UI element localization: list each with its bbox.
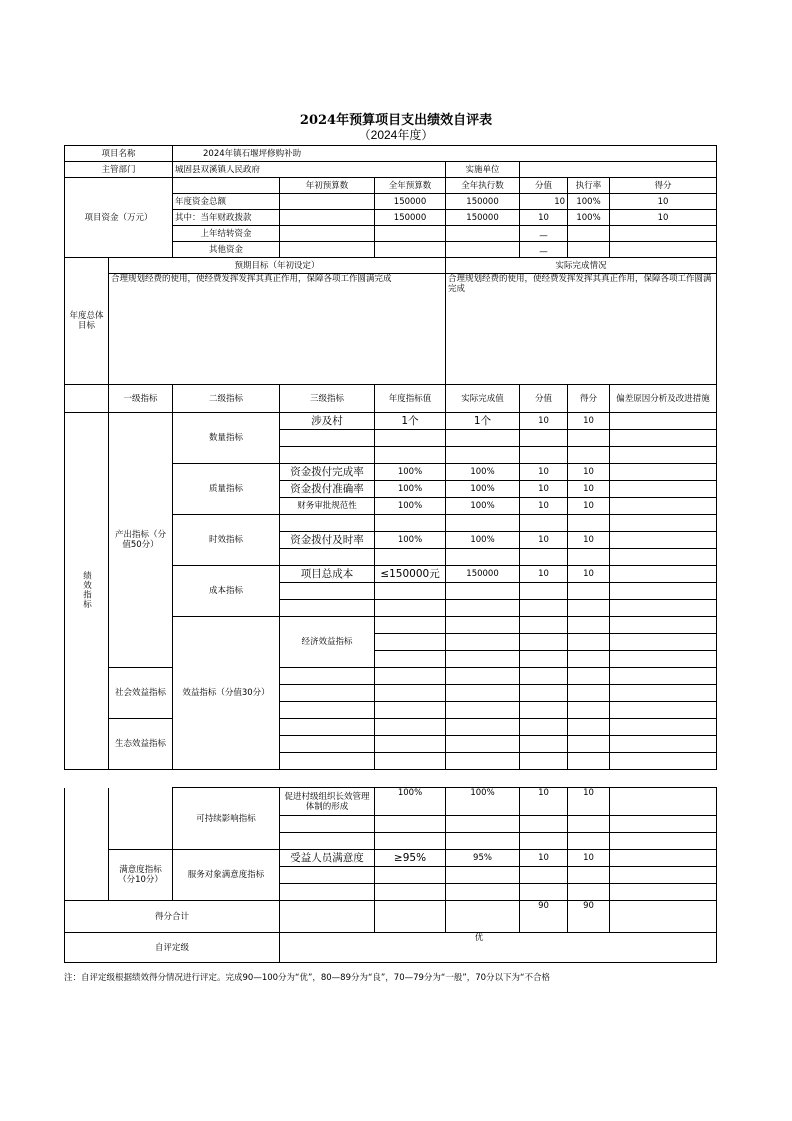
indicator-score-value: 10 xyxy=(520,481,568,498)
indicator-name: 促进村级组织长效管理体制的形成 xyxy=(280,788,375,816)
funds-corner xyxy=(173,178,280,194)
satisfaction-label: 满意度指标（分10分） xyxy=(109,850,173,901)
impl-unit-label: 实施单位 xyxy=(446,162,520,178)
indicator-name: 项目总成本 xyxy=(280,566,375,583)
funds-row-score: 10 xyxy=(610,194,717,210)
indicator-score-value: 10 xyxy=(520,498,568,515)
indicator-score: 10 xyxy=(568,532,610,549)
indicator-score: 10 xyxy=(568,788,610,816)
funds-row-rate: 100% xyxy=(568,194,610,210)
total-label: 得分合计 xyxy=(65,901,280,933)
indicator-deviation xyxy=(610,481,717,498)
funds-row-score xyxy=(610,242,717,258)
total-score: 90 xyxy=(568,901,610,933)
funds-row-executed: 150000 xyxy=(446,210,520,226)
indicator-name: 资金拨付准确率 xyxy=(280,481,375,498)
rating-label: 自评定级 xyxy=(65,933,280,963)
indicator-target: 100% xyxy=(375,464,446,481)
funds-row-annual: 150000 xyxy=(375,210,446,226)
quality-label: 质量指标 xyxy=(173,464,280,515)
indicator-deviation xyxy=(610,532,717,549)
funds-row-score: 10 xyxy=(610,210,717,226)
footnote: 注：自评定级根据绩效得分情况进行评定。完成90—100分为“优”，80—89分为“良”，70—79分为“一般”，70分以下为“不合格 xyxy=(64,973,550,983)
indicator-name: 涉及村 xyxy=(280,413,375,430)
indicator-header-deviation: 偏差原因分析及改进措施 xyxy=(610,385,717,413)
funds-header-score-value: 分值 xyxy=(520,178,568,194)
indicator-target: 100% xyxy=(375,532,446,549)
output-label: 产出指标（分值50分） xyxy=(109,413,173,668)
indicator-deviation xyxy=(610,566,717,583)
funds-row-name: 年度资金总额 xyxy=(173,194,280,210)
funds-row-name: 其中：当年财政拨款 xyxy=(173,210,280,226)
funds-header-initial: 年初预算数 xyxy=(280,178,375,194)
benefit-label-cont xyxy=(109,788,173,850)
indicator-score-value: 10 xyxy=(520,464,568,481)
project-name-label: 项目名称 xyxy=(65,146,173,162)
indicator-name: 财务审批规范性 xyxy=(280,498,375,515)
page-subtitle: （2024年度） xyxy=(358,128,434,142)
indicator-score-value: 10 xyxy=(520,788,568,816)
funds-row-score-value: 10 xyxy=(520,194,568,210)
indicator-target: 100% xyxy=(375,481,446,498)
indicator-target: ≥95% xyxy=(375,850,446,867)
goals-label: 年度总体目标 xyxy=(65,258,109,385)
funds-row-name: 其他资金 xyxy=(173,242,280,258)
funds-row-score-value: 10 xyxy=(520,210,568,226)
indicator-deviation xyxy=(610,850,717,867)
cost-label: 成本指标 xyxy=(173,566,280,617)
indicator-name: 资金拨付及时率 xyxy=(280,532,375,549)
indicator-score-value: 10 xyxy=(520,413,568,430)
funds-row-score xyxy=(610,226,717,242)
funds-row-rate: 100% xyxy=(568,210,610,226)
indicator-score: 10 xyxy=(568,464,610,481)
indicator-actual: 100% xyxy=(446,532,520,549)
indicator-score: 10 xyxy=(568,566,610,583)
indicator-actual: 1个 xyxy=(446,413,520,430)
indicator-target: ≤150000元 xyxy=(375,566,446,583)
indicator-header-score: 得分 xyxy=(568,385,610,413)
funds-row-rate xyxy=(568,242,610,258)
goals-expected-text: 合理规划经费的使用，使经费发挥发挥其真正作用，保障各项工作圆满完成 xyxy=(109,274,446,385)
funds-row-initial xyxy=(280,210,375,226)
indicator-name: 资金拨付完成率 xyxy=(280,464,375,481)
indicator-actual: 100% xyxy=(446,481,520,498)
social-label: 社会效益指标 xyxy=(109,668,173,719)
indicator-score: 10 xyxy=(568,481,610,498)
funds-row-executed xyxy=(446,242,520,258)
indicator-score-value: 10 xyxy=(520,850,568,867)
funds-row-annual xyxy=(375,242,446,258)
goals-actual-header: 实际完成情况 xyxy=(446,258,717,274)
indicator-deviation xyxy=(610,498,717,515)
funds-header-score: 得分 xyxy=(610,178,717,194)
indicator-target: 1个 xyxy=(375,413,446,430)
indicator-name: 受益人员满意度 xyxy=(280,850,375,867)
rating-value: 优 xyxy=(280,933,717,963)
indicator-score-value: 10 xyxy=(520,532,568,549)
total-score-value: 90 xyxy=(520,901,568,933)
timeliness-label: 时效指标 xyxy=(173,515,280,566)
indicator-header-level1: 一级指标 xyxy=(109,385,173,413)
impl-unit-value xyxy=(520,162,717,178)
dept-value: 城固县双溪镇人民政府 xyxy=(173,162,446,178)
dept-label: 主管部门 xyxy=(65,162,173,178)
funds-header-annual: 全年预算数 xyxy=(375,178,446,194)
indicator-deviation xyxy=(610,413,717,430)
page-title: 2024年预算项目支出绩效自评表 xyxy=(299,113,493,128)
funds-row-executed xyxy=(446,226,520,242)
funds-header-rate: 执行率 xyxy=(568,178,610,194)
performance-label-cont xyxy=(65,788,109,901)
funds-row-initial xyxy=(280,226,375,242)
funds-row-annual: 150000 xyxy=(375,194,446,210)
economic-label: 经济效益指标 xyxy=(280,617,375,668)
indicator-target: 100% xyxy=(375,498,446,515)
funds-row-initial xyxy=(280,194,375,210)
funds-row-annual xyxy=(375,226,446,242)
indicator-deviation xyxy=(610,464,717,481)
performance-label: 绩效指标 xyxy=(65,413,109,770)
indicator-header-score-value: 分值 xyxy=(520,385,568,413)
ecological-label: 生态效益指标 xyxy=(109,719,173,770)
indicator-actual: 150000 xyxy=(446,566,520,583)
indicator-score-value: 10 xyxy=(520,566,568,583)
indicator-score: 10 xyxy=(568,850,610,867)
indicator-header-actual: 实际完成值 xyxy=(446,385,520,413)
funds-row-name: 上年结转资金 xyxy=(173,226,280,242)
funds-label: 项目资金（万元） xyxy=(65,178,173,258)
funds-row-rate xyxy=(568,226,610,242)
satisfaction-sub-label: 服务对象满意度指标 xyxy=(173,850,280,901)
goals-actual-text: 合理规划经费的使用，使经费发挥发挥其真正作用，保障各项工作圆满完成 xyxy=(446,274,717,385)
quantity-label: 数量指标 xyxy=(173,413,280,464)
indicator-header-blank xyxy=(65,385,109,413)
funds-row-score-value: — xyxy=(520,226,568,242)
evaluation-table xyxy=(64,145,717,770)
indicator-header-level2: 二级指标 xyxy=(173,385,280,413)
funds-row-executed: 150000 xyxy=(446,194,520,210)
funds-header-executed: 全年执行数 xyxy=(446,178,520,194)
indicator-actual: 95% xyxy=(446,850,520,867)
indicator-header-level3: 三级指标 xyxy=(280,385,375,413)
evaluation-table-lower xyxy=(64,787,717,963)
sustainable-label: 可持续影响指标 xyxy=(173,788,280,850)
benefit-label: 效益指标（分值30分） xyxy=(173,617,280,770)
indicator-score: 10 xyxy=(568,413,610,430)
project-name: 2024年镇石堰坪修购补助 xyxy=(173,146,717,162)
indicator-header-target: 年度指标值 xyxy=(375,385,446,413)
goals-expected-header: 预期目标（年初设定） xyxy=(109,258,446,274)
funds-row-score-value: — xyxy=(520,242,568,258)
funds-row-initial xyxy=(280,242,375,258)
indicator-actual: 100% xyxy=(446,498,520,515)
indicator-score: 10 xyxy=(568,498,610,515)
indicator-target: 100% xyxy=(375,788,446,816)
indicator-deviation xyxy=(610,788,717,816)
indicator-actual: 100% xyxy=(446,788,520,816)
indicator-actual: 100% xyxy=(446,464,520,481)
